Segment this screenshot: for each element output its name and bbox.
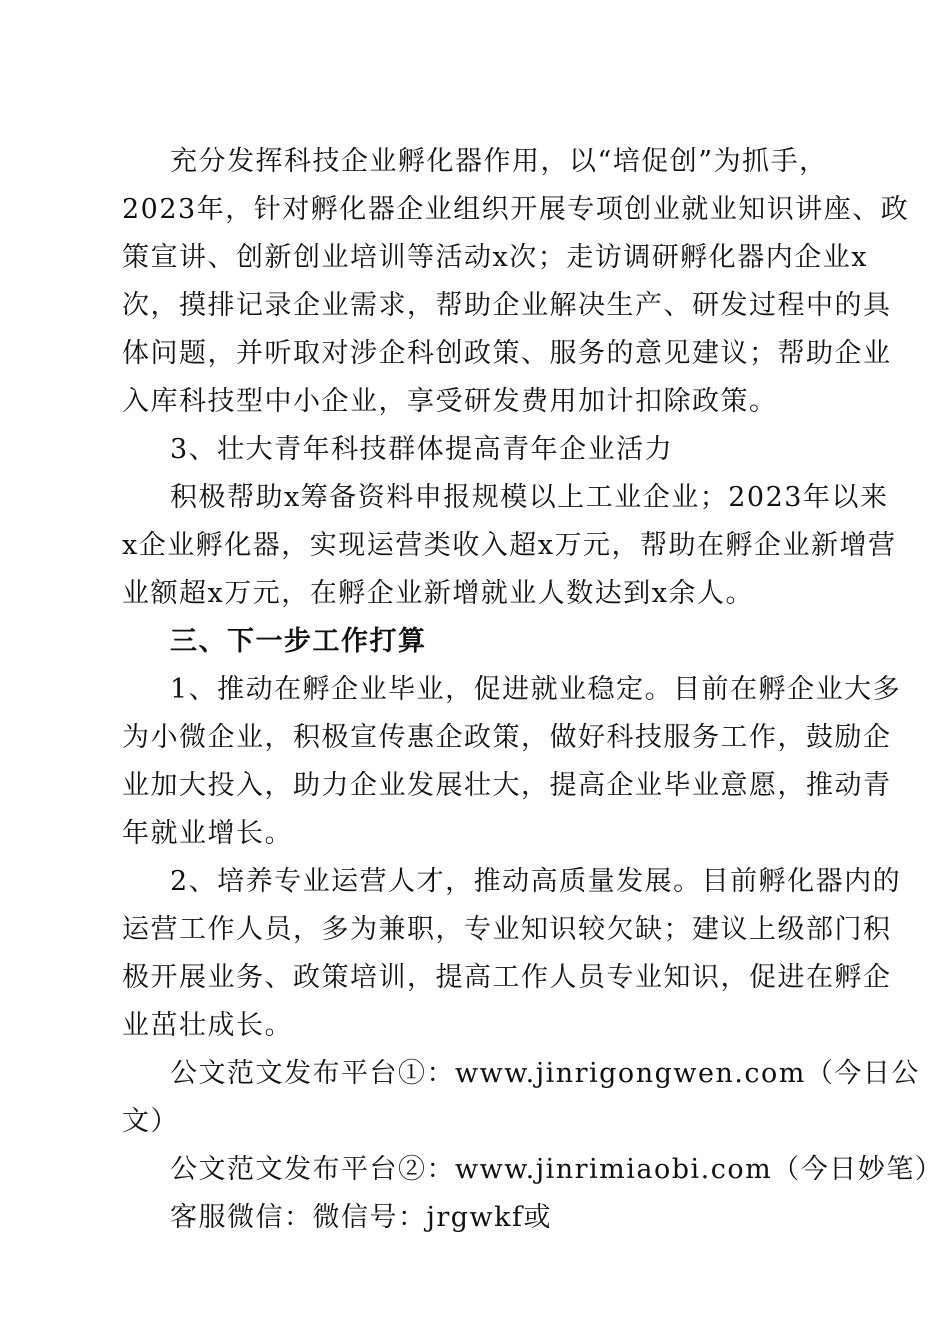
paragraph-line: 2、培养专业运营人才，推动高质量发展。目前孵化器内的 xyxy=(170,866,902,897)
paragraph-line: 充分发挥科技企业孵化器作用，以“培促创”为抓手， xyxy=(170,146,828,177)
footer-line: 文） xyxy=(122,1106,179,1137)
paragraph-line: 业加大投入，助力企业发展壮大，提高企业毕业意愿，推动青 xyxy=(122,770,892,801)
paragraph-line: 策宣讲、创新创业培训等活动x次；走访调研孵化器内企业x xyxy=(122,242,868,273)
paragraph-line: 极开展业务、政策培训，提高工作人员专业知识，促进在孵企 xyxy=(122,962,892,993)
paragraph-line: 为小微企业，积极宣传惠企政策，做好科技服务工作，鼓励企 xyxy=(122,722,892,753)
paragraph-line: 积极帮助x筹备资料申报规模以上工业企业；2023年以来 xyxy=(170,482,889,513)
section-heading: 三、下一步工作打算 xyxy=(170,626,427,657)
paragraph-line: 年就业增长。 xyxy=(122,818,293,849)
paragraph-line: 1、推动在孵企业毕业，促进就业稳定。目前在孵企业大多 xyxy=(170,674,902,705)
paragraph-line: 入库科技型中小企业，享受研发费用加计扣除政策。 xyxy=(122,386,778,417)
paragraph-line: 2023年，针对孵化器企业组织开展专项创业就业知识讲座、政 xyxy=(122,194,910,225)
footer-line: 公文范文发布平台②：www.jinrimiaobi.com（今日妙笔） xyxy=(170,1154,944,1185)
paragraph-line: 业额超x万元，在孵企业新增就业人数达到x余人。 xyxy=(122,578,754,609)
paragraph-line: x企业孵化器，实现运营类收入超x万元，帮助在孵企业新增营 xyxy=(122,530,897,561)
footer-line: 公文范文发布平台①：www.jinrigongwen.com（今日公 xyxy=(170,1058,920,1089)
paragraph-line: 业茁壮成长。 xyxy=(122,1010,293,1041)
paragraph-line: 运营工作人员，多为兼职，专业知识较欠缺；建议上级部门积 xyxy=(122,914,892,945)
paragraph-line: 体问题，并听取对涉企科创政策、服务的意见建议；帮助企业 xyxy=(122,338,892,369)
subheading: 3、壮大青年科技群体提高青年企业活力 xyxy=(170,434,674,465)
paragraph-line: 次，摸排记录企业需求，帮助企业解决生产、研发过程中的具 xyxy=(122,290,892,321)
footer-line: 客服微信：微信号：jrgwkf或 xyxy=(170,1202,553,1233)
